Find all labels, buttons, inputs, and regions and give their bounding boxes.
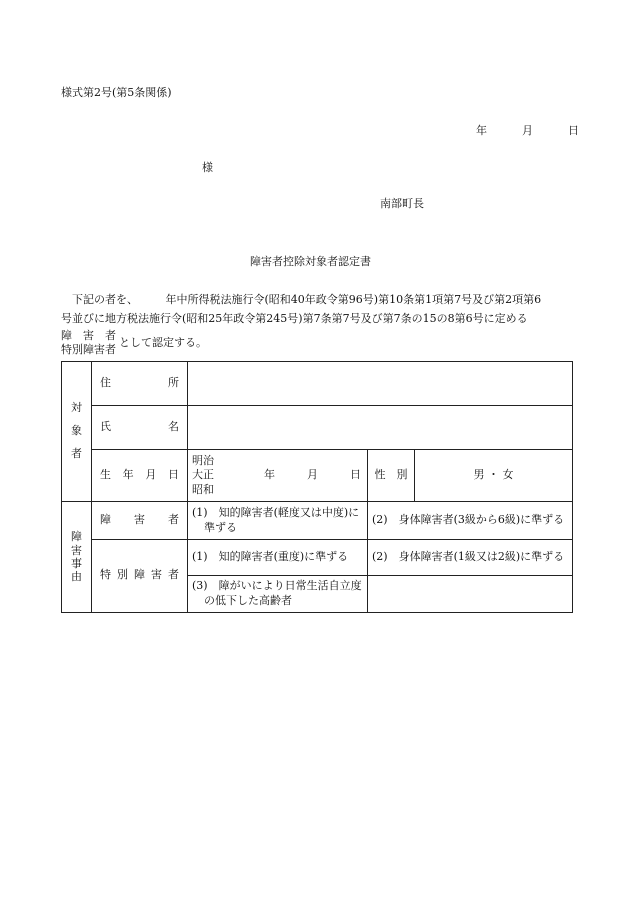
option-disabled-person: 障 害 者 (61, 329, 116, 342)
birth-day-label: 日 (350, 468, 361, 482)
disabled-person-label: 障 害 者 (92, 502, 188, 540)
era-taisho: 大正 (192, 468, 214, 482)
body-text-line-3 (61, 329, 207, 357)
document-title: 障害者控除対象者認定書 (250, 255, 371, 268)
date-year-label: 年 (476, 124, 487, 137)
disabled-option-1[interactable]: (1) 知的障害者(軽度又は中度)に準ずる (188, 502, 368, 540)
date-day-label: 日 (568, 124, 579, 137)
empty-cell (368, 576, 573, 613)
addressee-suffix: 様 (202, 161, 213, 174)
special-option-3[interactable]: (3) 障がいにより日常生活自立度の低下した高齢者 (188, 576, 368, 613)
era-options (192, 454, 214, 497)
name-label: 氏 名 (92, 406, 188, 450)
disabled-option-2[interactable]: (2) 身体障害者(3級から6級)に準ずる (368, 502, 573, 540)
body-text-line-2: 号並びに地方税法施行令(昭和25年政令第245号)第7条第7号及び第7条の15の8第6号に定める (61, 312, 528, 325)
special-option-1[interactable]: (1) 知的障害者(重度)に準ずる (188, 540, 368, 576)
date-month-label: 月 (522, 124, 533, 137)
gender-label: 性 別 (368, 450, 415, 502)
certificate-table (61, 361, 573, 613)
gender-field[interactable]: 男 ・ 女 (415, 450, 573, 502)
name-field[interactable] (188, 406, 573, 450)
address-label: 住 所 (92, 362, 188, 406)
birth-year-label: 年 (264, 468, 275, 482)
era-showa: 昭和 (192, 482, 214, 496)
certification-type-options (61, 329, 116, 357)
era-meiji: 明治 (192, 454, 214, 468)
subject-header-cell: 対 象 者 (62, 362, 92, 502)
birthdate-label: 生 年 月 日 (92, 450, 188, 502)
certification-statement: として認定する。 (119, 335, 207, 349)
special-disabled-person-label: 特 別 障 害 者 (92, 540, 188, 613)
address-field[interactable] (188, 362, 573, 406)
reason-header-cell: 障 害 事 由 (62, 502, 92, 613)
issuer-name: 南部町長 (380, 197, 424, 210)
body-text-line-1: 下記の者を、 年中所得税法施行令(昭和40年政令第96号)第10条第1項第7号及び第2項第6 (72, 293, 542, 306)
birth-month-label: 月 (307, 468, 318, 482)
special-option-2[interactable]: (2) 身体障害者(1級又は2級)に準ずる (368, 540, 573, 576)
birthdate-field[interactable] (188, 450, 368, 502)
option-special-disabled-person: 特別障害者 (61, 342, 116, 356)
issue-date (476, 124, 579, 138)
form-number: 様式第2号(第5条関係) (61, 86, 172, 99)
